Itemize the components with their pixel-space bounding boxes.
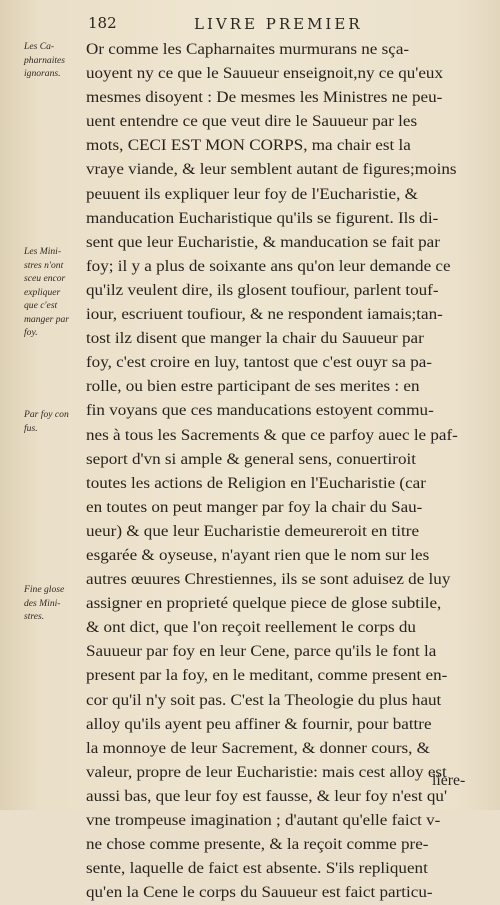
margin-note-line: Fine glose — [24, 584, 65, 595]
text-line: uoyent ny ce que le Sauueur enseignoit,ny ce qu'eux — [86, 65, 443, 83]
catchword: liere- — [432, 772, 466, 789]
text-line: peuuent ils expliquer leur foy de l'Eucharistie, & — [86, 185, 418, 203]
margin-note-line: Par foy con — [24, 409, 69, 420]
text-line: ne chose comme presente, & la reçoit comme pre- — [86, 836, 429, 854]
text-line: tost ilz disent que manger la chair du Sauueur par — [86, 330, 424, 348]
margin-note — [24, 245, 88, 340]
text-line: valeur, propre de leur Eucharistie: mais cest alloy est — [86, 763, 447, 781]
text-line: en toutes on peut manger par foy la chair du Sau- — [86, 498, 423, 516]
text-line: assigner en proprieté quelque piece de glose subtile, — [86, 595, 442, 613]
text-line: alloy qu'ils ayent peu affiner & fournir, pour battre — [86, 715, 432, 733]
margin-note — [24, 408, 88, 435]
margin-note-line: manger par — [24, 313, 70, 325]
margin-note-line: pharnaites — [24, 54, 66, 66]
text-line: Sauueur par foy en leur Cene, parce qu'ils le font la — [86, 643, 437, 661]
margin-note — [24, 583, 88, 624]
text-line: foy, c'est croire en luy, tantost que c'est ouyr sa pa- — [86, 354, 432, 372]
text-line: qu'en la Cene le corps du Sauueur est faict particu- — [86, 884, 433, 902]
text-line: ueur) & que leur Eucharistie demeureroit en titre — [86, 522, 420, 540]
margin-note-line: des Mini- — [24, 597, 61, 609]
text-line: qu'ilz veulent dire, ils glosent toufiour, parlent touf- — [86, 281, 439, 299]
body-text — [86, 38, 480, 905]
margin-note-line: foy. — [24, 327, 38, 338]
margin-note-line: stres. — [24, 611, 45, 622]
text-line: vne trompeuse imagination ; d'autant qu'elle faict v- — [86, 812, 441, 829]
margin-note-line: ignorans. — [24, 68, 61, 79]
text-line: esgarée & oyseuse, n'ayant rien que le nom sur les — [86, 546, 430, 564]
text-line: uent entendre ce que veut dire le Sauueur par les — [86, 113, 418, 131]
margin-note-line: que c'est — [24, 300, 58, 311]
text-line: Or comme les Capharnaites murmurans ne sça- — [86, 41, 410, 58]
text-line: cor qu'il n'y soit pas. C'est la Theologie du plus haut — [86, 691, 442, 709]
margin-note — [24, 40, 88, 81]
margin-note-line: stres n'ont — [24, 259, 64, 271]
text-line: rolle, ou bien estre participant de ses merites : en — [86, 378, 420, 396]
text-line: aussi bas, que leur foy est fausse, & leur foy n'est qu' — [86, 787, 448, 805]
page-header — [84, 14, 464, 36]
text-line: & ont dict, que l'on reçoit reellement le corps du — [86, 619, 416, 637]
text-line: fin voyans que ces manducations estoyent commu- — [86, 402, 434, 420]
text-line: vraye viande, & leur semblent autant de figures;moins — [86, 161, 457, 179]
text-line: present par la foy, en le meditant, comme present en- — [86, 667, 448, 685]
text-line: seport d'vn si ample & general sens, conuertiroit — [86, 450, 416, 468]
text-line: autres œuures Chrestiennes, ils se sont aduisez de luy — [86, 571, 451, 589]
text-line: mesmes disoyent : De mesmes les Ministres ne peu- — [86, 89, 443, 107]
text-line: sente, laquelle de faict est absente. S'ils repliquent — [86, 860, 428, 878]
margin-note-line: fus. — [24, 422, 38, 434]
text-line: foy; il y a plus de soixante ans qu'on leur demande ce — [86, 257, 451, 275]
running-title: LIVRE PREMIER — [194, 15, 363, 33]
margin-note-line: sceu encor — [24, 273, 66, 284]
margin-note-line: expliquer — [24, 286, 61, 298]
text-line: toutes les actions de Religion en l'Eucharistie (car — [86, 474, 426, 492]
margin-note-line: Les Ca- — [24, 41, 55, 52]
page-number: 182 — [88, 14, 117, 32]
text-line: la monnoye de leur Sacrement, & donner cours, & — [86, 739, 430, 757]
text-line: iour, escriuent toufiour, & ne respondent iamais;tan- — [86, 306, 443, 324]
margin-note-line: Les Mini- — [24, 246, 62, 257]
text-line: sent que leur Eucharistie, & manducation se fait par — [86, 233, 440, 251]
text-line: nes à tous les Sacrements & que ce parfoy auec le paf- — [86, 426, 458, 444]
text-line: mots, CECI EST MON CORPS, ma chair est la — [86, 137, 411, 155]
text-line: manducation Eucharistique qu'ils se figurent. Ils di- — [86, 209, 439, 227]
